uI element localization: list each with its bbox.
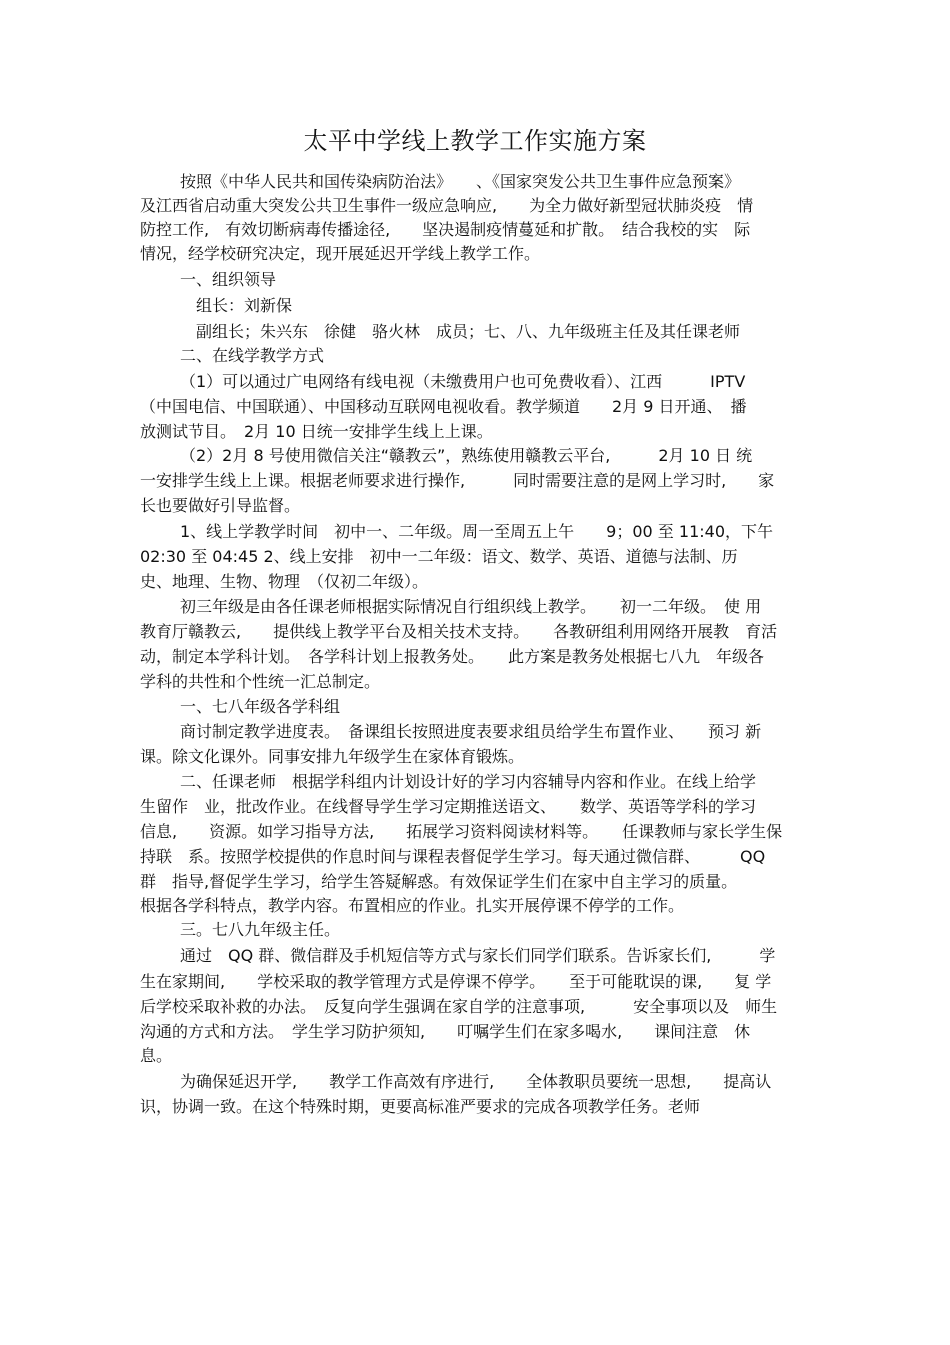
text-line: 初三年级是由各任课老师根据实际情况自行组织线上教学。 初一二年级。 使 用 bbox=[180, 597, 762, 616]
section-heading: 二、在线学教学方式 bbox=[180, 346, 325, 365]
text-line: 史、地理、生物、物理 （仅初二年级）。 bbox=[140, 572, 429, 591]
text-line: 教育厅赣教云, 提供线上教学平台及相关技术支持。 各教研组利用网络开展教 育活 bbox=[140, 622, 778, 641]
text-line: 根据各学科特点，教学内容。布置相应的作业。扎实开展停课不停学的工作。 bbox=[140, 896, 685, 915]
text-line: 息。 bbox=[140, 1046, 173, 1065]
document-title: 太平中学线上教学工作实施方案 bbox=[303, 127, 647, 155]
text-line: 为确保延迟开学, 教学工作高效有序进行, 全体教职员要统一思想, 提高认 bbox=[180, 1072, 772, 1091]
text-line: 组长：刘新保 bbox=[196, 296, 293, 315]
text-line: 沟通的方式和方法。 学生学习防护须知, 叮嘱学生们在家多喝水, 课间注意 休 bbox=[140, 1022, 751, 1041]
text-line: 商讨制定教学进度表。 备课组长按照进度表要求组员给学生布置作业、 预习 新 bbox=[180, 722, 762, 741]
text-line: 二、任课老师 根据学科组内计划设计好的学习内容辅导内容和作业。在线上给学 bbox=[180, 772, 757, 791]
text-line: 02:30 至 04:45 2、线上安排 初中一二年级：语文、数学、英语、道德与法制、历 bbox=[140, 547, 738, 566]
text-line: （2）2月 8 号使用微信关注“赣教云”，熟练使用赣教云平台, 2月 10 日 统 bbox=[180, 446, 753, 465]
section-heading: 一、七八年级各学科组 bbox=[180, 697, 341, 716]
text-line: （1）可以通过广电网络有线电视（未缴费用户也可免费收看）、江西 IPTV bbox=[180, 372, 746, 391]
text-line: 群 指导,督促学生学习，给学生答疑解惑。有效保证学生们在家中自主学习的质量。 bbox=[140, 872, 738, 891]
text-line: 持联 系。按照学校提供的作息时间与课程表督促学生学习。每天通过微信群、 QQ bbox=[140, 847, 766, 866]
text-line: 副组长；朱兴东 徐健 骆火林 成员；七、八、九年级班主任及其任课老师 bbox=[196, 322, 741, 341]
text-line: 1、线上学教学时间 初中一、二年级。周一至周五上午 9；00 至 11:40，下午 bbox=[180, 522, 774, 541]
section-heading: 三。七八九年级主任。 bbox=[180, 920, 341, 939]
text-line: 情况，经学校研究决定，现开展延迟开学线上教学工作。 bbox=[140, 244, 541, 263]
text-line: 通过 QQ 群、微信群及手机短信等方式与家长们同学们联系。告诉家长们, 学 bbox=[180, 946, 776, 965]
text-line: 生留作 业，批改作业。在线督导学生学习定期推送语文、 数学、英语等学科的学习 bbox=[140, 797, 757, 816]
text-line: 长也要做好引导监督。 bbox=[140, 496, 301, 515]
text-line: 按照《中华人民共和国传染病防治法》 、《国家突发公共卫生事件应急预案》 bbox=[180, 172, 741, 191]
text-line: 信息, 资源。如学习指导方法, 拓展学习资料阅读材料等。 任课教师与家长学生保 bbox=[140, 822, 783, 841]
text-line: 学科的共性和个性统一汇总制定。 bbox=[140, 672, 381, 691]
text-line: 动，制定本学科计划。 各学科计划上报教务处。 此方案是教务处根据七八九 年级各 bbox=[140, 647, 765, 666]
text-line: （中国电信、中国联通）、中国移动互联网电视收看。教学频道 2月 9 日开通、 播 bbox=[140, 397, 747, 416]
text-line: 课。除文化课外。同事安排九年级学生在家体育锻炼。 bbox=[140, 747, 525, 766]
text-line: 防控工作, 有效切断病毒传播途径, 坚决遏制疫情蔓延和扩散。 结合我校的实 际 bbox=[140, 220, 751, 239]
text-line: 一安排学生线上上课。根据老师要求进行操作, 同时需要注意的是网上学习时, 家 bbox=[140, 471, 775, 490]
text-line: 后学校采取补救的办法。 反复向学生强调在家自学的注意事项, 安全事项以及 师生 bbox=[140, 997, 778, 1016]
text-line: 识，协调一致。在这个特殊时期，更要高标准严要求的完成各项教学任务。老师 bbox=[140, 1097, 701, 1116]
text-line: 及江西省启动重大突发公共卫生事件一级应急响应, 为全力做好新型冠状肺炎疫 情 bbox=[140, 196, 754, 215]
section-heading: 一、组织领导 bbox=[180, 270, 277, 289]
text-line: 生在家期间, 学校采取的教学管理方式是停课不停学。 至于可能耽误的课, 复 学 bbox=[140, 972, 772, 991]
text-line: 放测试节目。 2月 10 日统一安排学生线上上课。 bbox=[140, 422, 493, 441]
